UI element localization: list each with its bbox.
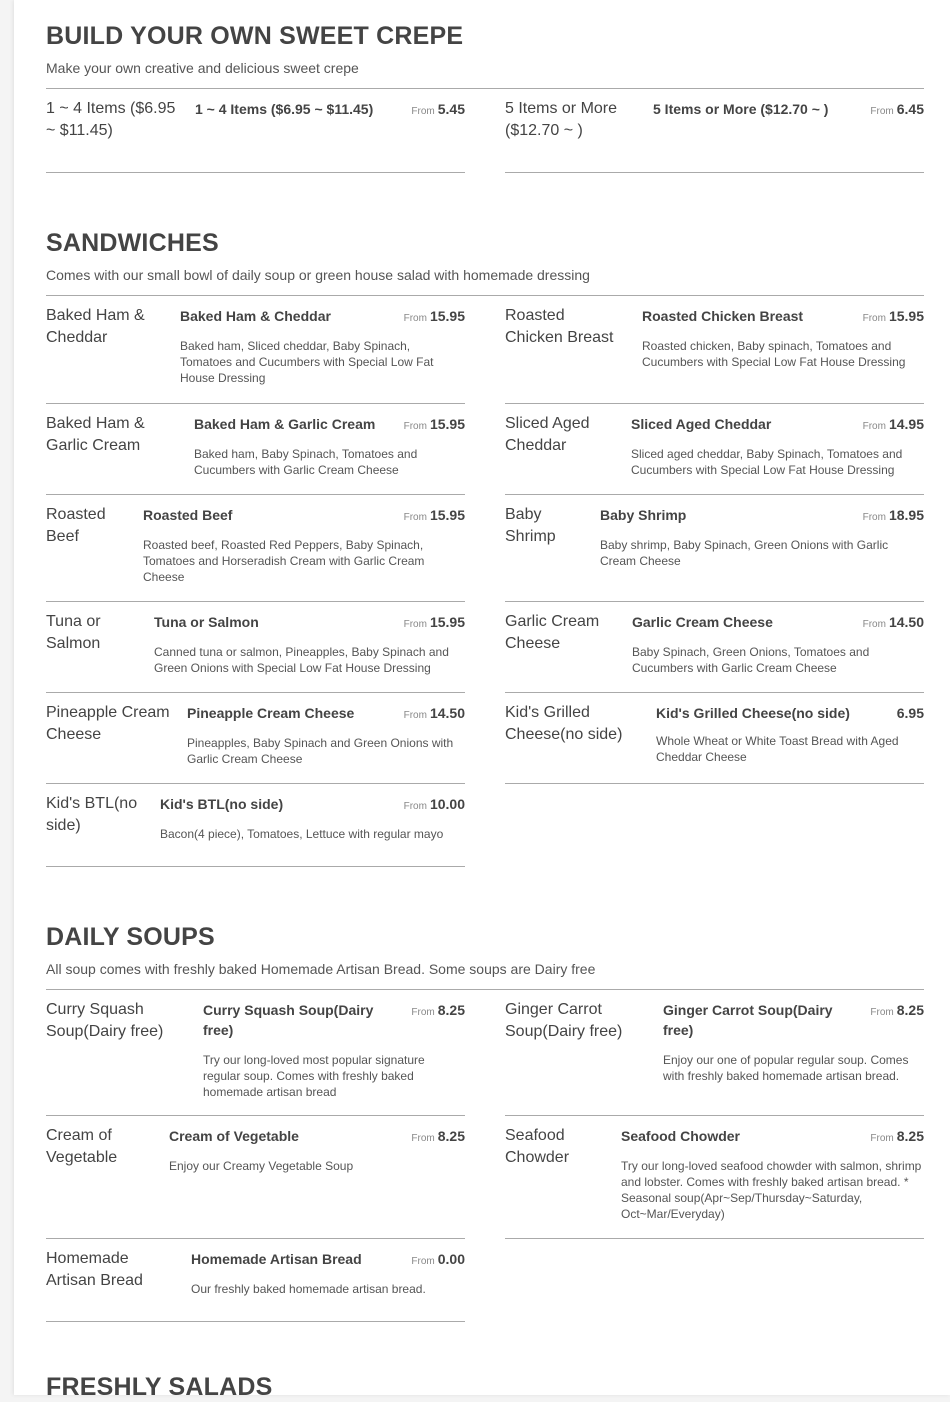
item-description: Baby Spinach, Green Onions, Tomatoes and Cucumbers with Garlic Cream Cheese [632,645,870,675]
menu-item[interactable] [46,1239,465,1322]
item-name[interactable]: Kid's BTL(no side) [160,796,284,812]
menu-item[interactable] [505,693,924,784]
item-name[interactable]: Seafood Chowder [621,1128,741,1144]
item-name[interactable]: Pineapple Cream Cheese [187,705,355,721]
item-description: Whole Wheat or White Toast Bread with Aged Cheddar Cheese [656,734,899,764]
item-description: Baked ham, Baby Spinach, Tomatoes and Cucumbers with Garlic Cream Cheese [194,447,418,477]
price-value: 15.95 [429,507,465,523]
price-value: 8.25 [896,1002,924,1018]
item-price [404,612,465,635]
item-price [870,1126,924,1149]
menu-item[interactable] [46,784,465,867]
item-image[interactable]: Seafood Chowder [505,1127,570,1166]
menu-item[interactable] [505,296,924,404]
item-image[interactable]: Kid's Grilled Cheese(no side) [505,704,623,743]
item-description: Baby shrimp, Baby Spinach, Green Onions with Garlic Cream Cheese [600,538,889,568]
menu-item[interactable] [505,89,924,173]
section-title: SANDWICHES [46,229,219,257]
menu-item[interactable] [46,693,465,784]
item-image[interactable]: Pineapple Cream Cheese [46,704,170,743]
item-image[interactable]: Homemade Artisan Bread [46,1250,143,1289]
price-value: 15.95 [429,416,465,432]
item-price [863,414,924,437]
price-from-label: From [403,801,427,812]
menu-page [14,0,950,1401]
price-value: 8.25 [896,1128,924,1144]
item-image[interactable]: Roasted Chicken Breast [505,307,614,346]
item-price [863,505,924,528]
price-from-label: From [403,619,427,630]
item-price [404,505,465,528]
item-price [894,703,924,726]
item-name[interactable]: Baked Ham & Cheddar [180,308,331,324]
menu-item[interactable] [46,495,465,602]
item-description: Canned tuna or salmon, Pineapples, Baby Spinach and Green Onions with Special Low Fat House Dressing [154,645,449,675]
price-value: 6.45 [896,101,924,117]
section-freshly-salads [46,1373,924,1402]
price-from-label: From [403,313,427,324]
price-from-label: From [862,512,886,523]
price-from-label: From [862,619,886,630]
item-description: Sliced aged cheddar, Baby Spinach, Tomatoes and Cucumbers with Special Low Fat House Dressing [631,447,903,477]
item-price [863,306,924,329]
price-value: 10.00 [429,796,465,812]
menu-item[interactable] [46,1116,465,1239]
price-from-label: From [403,710,427,721]
menu-item[interactable] [505,495,924,602]
item-description: Roasted chicken, Baby spinach, Tomatoes and Cucumbers with Special Low Fat House Dressing [642,339,906,369]
price-from-label: From [411,1007,435,1018]
item-description: Pineapples, Baby Spinach and Green Onions with Garlic Cream Cheese [187,736,454,766]
item-price [411,1249,465,1272]
item-description: Enjoy our one of popular regular soup. Comes with freshly baked homemade artisan bread. [663,1053,909,1083]
item-image[interactable]: Cream of Vegetable [46,1127,118,1166]
price-value: 14.50 [888,614,924,630]
item-price [411,99,465,122]
section-description: All soup comes with freshly baked Homemade Artisan Bread. Some soups are Dairy free [46,961,596,977]
item-description: Roasted beef, Roasted Red Peppers, Baby Spinach, Tomatoes and Horseradish Cream with Garlic Cream Cheese [143,538,425,584]
price-value: 5.45 [437,101,465,117]
menu-item[interactable] [505,602,924,693]
item-description: Enjoy our Creamy Vegetable Soup [169,1159,354,1173]
price-value: 14.95 [888,416,924,432]
section-title: FRESHLY SALADS [46,1373,273,1401]
price-value: 15.95 [888,308,924,324]
item-name[interactable]: Sliced Aged Cheddar [631,416,772,432]
item-price [411,1000,465,1023]
section-sweet-crepe [46,22,924,139]
item-name[interactable]: Baby Shrimp [600,507,687,523]
price-value: 8.25 [437,1002,465,1018]
item-image[interactable]: 5 Items or More ($12.70 ~ ) [505,100,618,139]
item-image[interactable]: Garlic Cream Cheese [505,613,600,652]
menu-item[interactable] [505,404,924,495]
item-name[interactable]: Cream of Vegetable [169,1128,299,1144]
item-name[interactable]: Kid's Grilled Cheese(no side) [656,705,850,721]
price-from-label: From [862,313,886,324]
price-value: 8.25 [437,1128,465,1144]
price-from-label: From [403,421,427,432]
item-price [404,703,465,726]
item-image[interactable]: Baby Shrimp [505,506,556,545]
item-price [411,1126,465,1149]
item-description: Try our long-loved most popular signature regular soup. Comes with freshly baked homemade artisan bread [203,1053,425,1099]
item-price [870,1000,924,1023]
item-image[interactable]: Sliced Aged Cheddar [505,415,590,454]
section-description: Make your own creative and delicious sweet crepe [46,60,359,76]
section-sandwiches [46,229,924,841]
section-daily-soups [46,923,924,1296]
price-value: 0.00 [437,1251,465,1267]
item-name[interactable]: Homemade Artisan Bread [191,1251,362,1267]
price-value: 6.95 [896,705,924,721]
item-image[interactable]: Kid's BTL(no side) [46,795,138,834]
price-value: 14.50 [429,705,465,721]
price-from-label: From [411,1133,435,1144]
item-price [870,99,924,122]
price-from-label: From [403,512,427,523]
price-value: 15.95 [429,614,465,630]
menu-item[interactable] [46,602,465,693]
price-value: 15.95 [429,308,465,324]
price-from-label: From [862,421,886,432]
item-name[interactable]: 5 Items or More ($12.70 ~ ) [653,101,829,117]
item-name[interactable]: Ginger Carrot Soup(Dairy free) [663,1002,833,1038]
section-description: Comes with our small bowl of daily soup or green house salad with homemade dressing [46,267,590,283]
item-image[interactable]: Ginger Carrot Soup(Dairy free) [505,1001,623,1040]
menu-item[interactable] [46,296,465,404]
menu-item[interactable] [46,89,465,173]
section-title: BUILD YOUR OWN SWEET CREPE [46,22,464,50]
menu-item[interactable] [46,404,465,495]
item-name[interactable]: Roasted Beef [143,507,233,523]
item-price [404,414,465,437]
price-from-label: From [411,106,435,117]
price-from-label: From [870,1007,894,1018]
item-description: Bacon(4 piece), Tomatoes, Lettuce with regular mayo [160,827,444,841]
price-from-label: From [411,1256,435,1267]
item-image[interactable]: Baked Ham & Cheddar [46,307,145,346]
menu-item[interactable] [505,990,924,1116]
menu-item[interactable] [505,1116,924,1239]
item-image[interactable]: 1 ~ 4 Items ($6.95 ~ $11.45) [46,100,176,139]
price-from-label: From [870,1133,894,1144]
price-from-label: From [870,106,894,117]
item-image[interactable]: Tuna or Salmon [46,613,101,652]
item-description: Our freshly baked homemade artisan bread. [191,1282,426,1296]
item-name[interactable]: Curry Squash Soup(Dairy free) [203,1002,374,1038]
item-name[interactable]: Tuna or Salmon [154,614,259,630]
item-image[interactable]: Roasted Beef [46,506,106,545]
item-image[interactable]: Curry Squash Soup(Dairy free) [46,1001,164,1040]
item-price [404,306,465,329]
item-description: Baked ham, Sliced cheddar, Baby Spinach, Tomatoes and Cucumbers with Special Low Fat House Dressing [180,339,434,385]
item-name[interactable]: Roasted Chicken Breast [642,308,804,324]
menu-item[interactable] [46,990,465,1116]
item-image[interactable]: Baked Ham & Garlic Cream [46,415,145,454]
item-name[interactable]: 1 ~ 4 Items ($6.95 ~ $11.45) [195,101,374,117]
item-description: Try our long-loved seafood chowder with salmon, shrimp and lobster. Comes with freshly baked artisan bread. * Seasonal soup(Apr~Sep/Thursday~Saturday, Oct~Mar/Everyday) [621,1159,922,1221]
item-price [863,612,924,635]
price-value: 18.95 [888,507,924,523]
item-name[interactable]: Garlic Cream Cheese [632,614,773,630]
item-name[interactable]: Baked Ham & Garlic Cream [194,416,376,432]
section-title: DAILY SOUPS [46,923,215,951]
item-price [404,794,465,817]
